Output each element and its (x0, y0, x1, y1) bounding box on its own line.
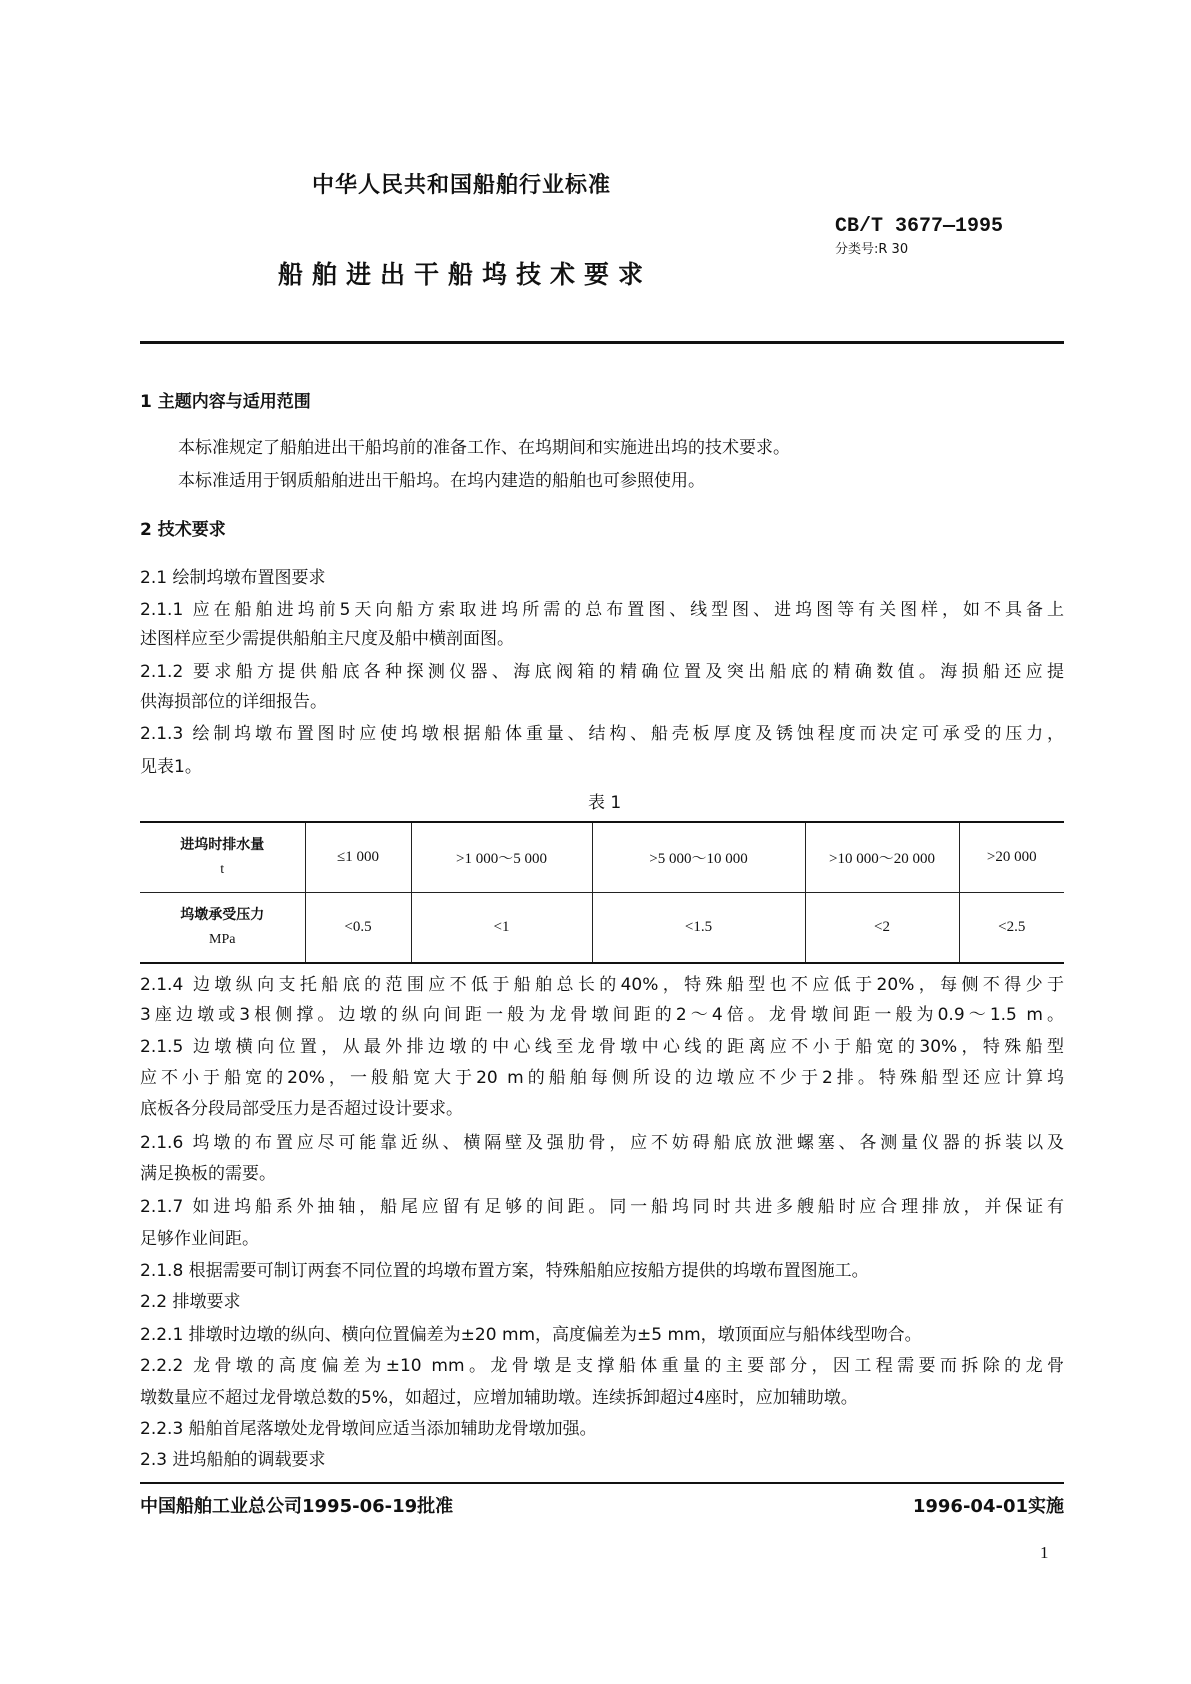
body-line: 2.3 进坞船舶的调载要求 (140, 1450, 326, 1470)
table-1 (140, 821, 1064, 964)
classification-number: 分类号:R 30 (835, 242, 909, 257)
body-line: 见表1。 (140, 757, 202, 777)
table-caption: 表 1 (588, 793, 622, 813)
table-row (140, 893, 1064, 964)
effective-date: 1996-04-01实施 (912, 1496, 1064, 1517)
header-rule (140, 341, 1064, 344)
body-line: 2.2.1 排墩时边墩的纵向、横向位置偏差为±20 mm，高度偏差为±5 mm，墩顶面应与船体线型吻合。 (140, 1325, 922, 1345)
body-line: 墩数量应不超过龙骨墩总数的5%，如超过，应增加辅助墩。连续拆卸超过4座时，应加辅助墩。 (140, 1388, 858, 1408)
approval-text: 中国船舶工业总公司1995-06-19批准 (140, 1496, 454, 1517)
body-line: 2.1 绘制坞墩布置图要求 (140, 568, 326, 588)
table-cell: <2.5 (959, 893, 1064, 964)
body-line: 2.2.2 龙骨墩的高度偏差为±10 mm。龙骨墩是支撑船体重量的主要部分，因工程需要而拆除的龙骨 (140, 1356, 1064, 1376)
body-line: 本标准适用于钢质船舶进出干船坞。在坞内建造的船舶也可参照使用。 (178, 471, 705, 491)
body-line: 供海损部位的详细报告。 (140, 692, 327, 712)
body-line: 2.1.5 边墩横向位置，从最外排边墩的中心线至龙骨墩中心线的距离应不小于船宽的30%，特殊船型 (140, 1037, 1064, 1057)
body-line: 2.1.2 要求船方提供船底各种探测仪器、海底阀箱的精确位置及突出船底的精确数值。海损船还应提 (140, 662, 1064, 682)
table-cell: ≤1 000 (305, 822, 411, 893)
body-line: 2.1.6 坞墩的布置应尽可能靠近纵、横隔壁及强肋骨，应不妨碍船底放泄螺塞、各测量仪器的拆装以及 (140, 1133, 1064, 1153)
row-header-label: 坞墩承受压力 (180, 907, 265, 923)
table-cell: <1 (411, 893, 592, 964)
body-line: 述图样应至少需提供船舶主尺度及船中横剖面图。 (140, 629, 514, 649)
org-title: 中华人民共和国船舶行业标准 (312, 173, 612, 198)
body-line: 2 技术要求 (140, 520, 226, 540)
body-line: 应不小于船宽的20%，一般船宽大于20 m的船舶每侧所设的边墩应不少于2排。特殊船型还应计算坞 (140, 1068, 1064, 1088)
table-row (140, 822, 1064, 893)
body-line: 满足换板的需要。 (140, 1164, 276, 1184)
page-number: 1 (1040, 1543, 1049, 1562)
table-cell: <0.5 (305, 893, 411, 964)
row-header (140, 893, 305, 964)
body-line: 2.1.8 根据需要可制订两套不同位置的坞墩布置方案，特殊船舶应按船方提供的坞墩布置图施工。 (140, 1261, 869, 1281)
table-cell: >5 000～10 000 (592, 822, 805, 893)
table-cell: <2 (805, 893, 959, 964)
document-title: 船舶进出干船坞技术要求 (278, 260, 653, 289)
body-line: 2.2.3 船舶首尾落墩处龙骨墩间应适当添加辅助龙骨墩加强。 (140, 1419, 597, 1439)
body-line: 2.2 排墩要求 (140, 1292, 241, 1312)
body-line: 2.1.4 边墩纵向支托船底的范围应不低于船舶总长的40%，特殊船型也不应低于20%，每侧不得少于 (140, 975, 1064, 995)
body-line: 1 主题内容与适用范围 (140, 392, 311, 412)
table-cell: >10 000～20 000 (805, 822, 959, 893)
row-header-label: 进坞时排水量 (180, 837, 265, 853)
row-header-unit: MPa (209, 931, 236, 947)
body-line: 底板各分段局部受压力是否超过设计要求。 (140, 1099, 463, 1119)
body-line: 2.1.7 如进坞船系外抽轴，船尾应留有足够的间距。同一船坞同时共进多艘船时应合理排放，并保证有 (140, 1197, 1064, 1217)
body-line: 2.1.3 绘制坞墩布置图时应使坞墩根据船体重量、结构、船壳板厚度及锈蚀程度而决定可承受的压力， (140, 724, 1064, 744)
standard-code: CB/T 3677—1995 (835, 215, 1004, 238)
table-cell: <1.5 (592, 893, 805, 964)
row-header (140, 822, 305, 893)
body-line: 2.1.1 应在船舶进坞前5天向船方索取进坞所需的总布置图、线型图、进坞图等有关图样，如不具备上 (140, 600, 1064, 620)
row-header-unit: t (220, 861, 225, 877)
body-line: 足够作业间距。 (140, 1229, 259, 1249)
body-line: 3座边墩或3根侧撑。边墩的纵向间距一般为龙骨墩间距的2～4倍。龙骨墩间距一般为0.9～1.5 m。 (140, 1005, 1064, 1025)
body-line: 本标准规定了船舶进出干船坞前的准备工作、在坞期间和实施进出坞的技术要求。 (178, 438, 790, 458)
footer-rule (140, 1482, 1064, 1484)
table-cell: >1 000～5 000 (411, 822, 592, 893)
table-cell: >20 000 (959, 822, 1064, 893)
